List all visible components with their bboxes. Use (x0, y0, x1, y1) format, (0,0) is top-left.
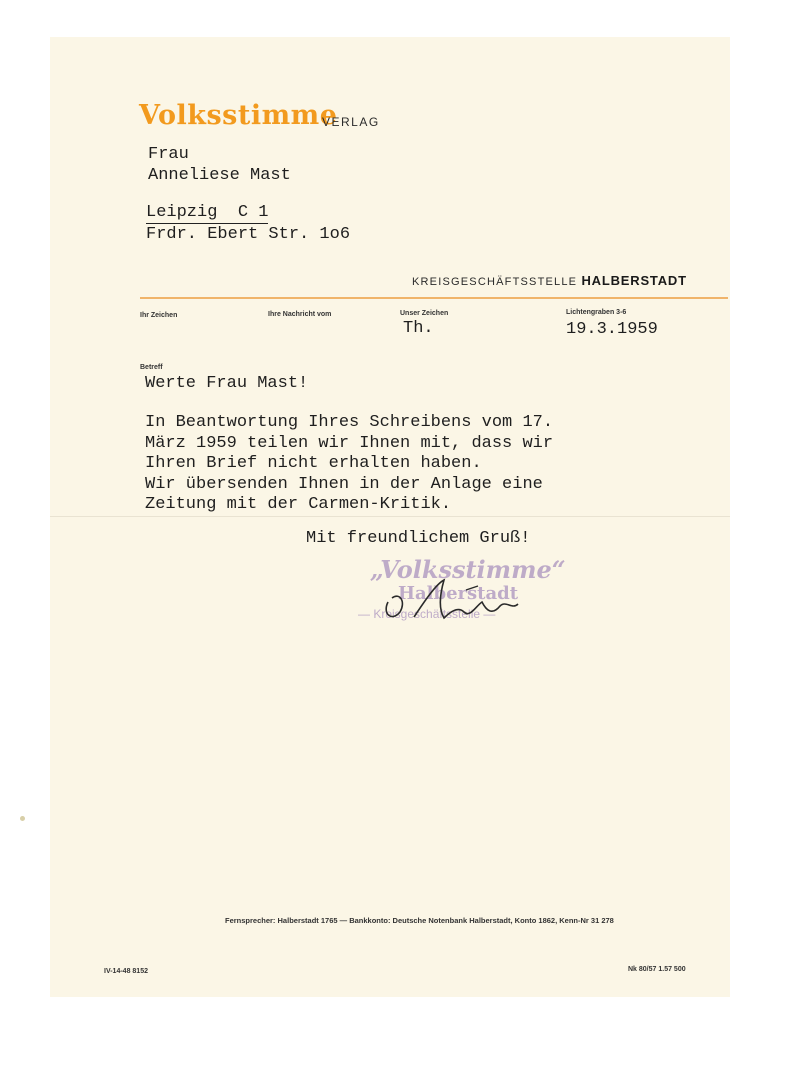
print-code-left: IV-14-48 8152 (104, 968, 148, 975)
paper-fold-line (50, 516, 730, 517)
recipient-street: Frdr. Ebert Str. 1o6 (146, 225, 351, 244)
paper-speck (20, 816, 25, 821)
body-line: Ihren Brief nicht erhalten haben. (145, 454, 482, 473)
label-address: Lichtengraben 3-6 (566, 309, 627, 316)
office-line (412, 273, 687, 288)
letterhead-rule (140, 297, 728, 299)
office-prefix: KREISGESCHÄFTSSTELLE (412, 276, 578, 288)
print-code-right: Nk 80/57 1.57 500 (628, 966, 686, 973)
stamp-line-1: „Volksstimme“ (370, 555, 566, 584)
recipient-salutation: Frau (148, 145, 189, 164)
recipient-city (146, 203, 268, 222)
brand-suffix: VERLAG (322, 115, 380, 129)
office-city: HALBERSTADT (581, 273, 687, 288)
handwritten-signature (378, 572, 538, 632)
brand-logo: Volksstimme (139, 100, 338, 131)
body-line: Zeitung mit der Carmen-Kritik. (145, 495, 452, 514)
body-line: In Beantwortung Ihres Schreibens vom 17. (145, 413, 554, 432)
recipient-city-text: Leipzig C 1 (146, 203, 269, 222)
label-unser-zeichen: Unser Zeichen (400, 310, 449, 317)
letter-greeting: Werte Frau Mast! (145, 374, 309, 393)
body-line: Wir übersenden Ihnen in der Anlage eine (145, 474, 543, 494)
footer-contact: Fernsprecher: Halberstadt 1765 — Bankkonto: Deutsche Notenbank Halberstadt, Konto 1862, Kenn-Nr 31 278 (225, 916, 614, 925)
label-betreff: Betreff (140, 364, 163, 371)
stamp-line-2: Halberstadt (398, 583, 519, 604)
body-line: März 1959 teilen wir Ihnen mit, dass wir (145, 433, 554, 453)
letter-closing: Mit freundlichem Gruß! (306, 529, 531, 548)
letter-body (145, 413, 553, 516)
label-ihr-zeichen: Ihr Zeichen (140, 312, 178, 319)
stamp-line-3: — Kreisgeschäftsstelle — (358, 607, 496, 621)
label-ihre-nachricht: Ihre Nachricht vom (268, 311, 332, 318)
our-sign: Th. (403, 319, 434, 338)
letter-date: 19.3.1959 (566, 320, 658, 339)
recipient-name: Anneliese Mast (148, 166, 291, 185)
